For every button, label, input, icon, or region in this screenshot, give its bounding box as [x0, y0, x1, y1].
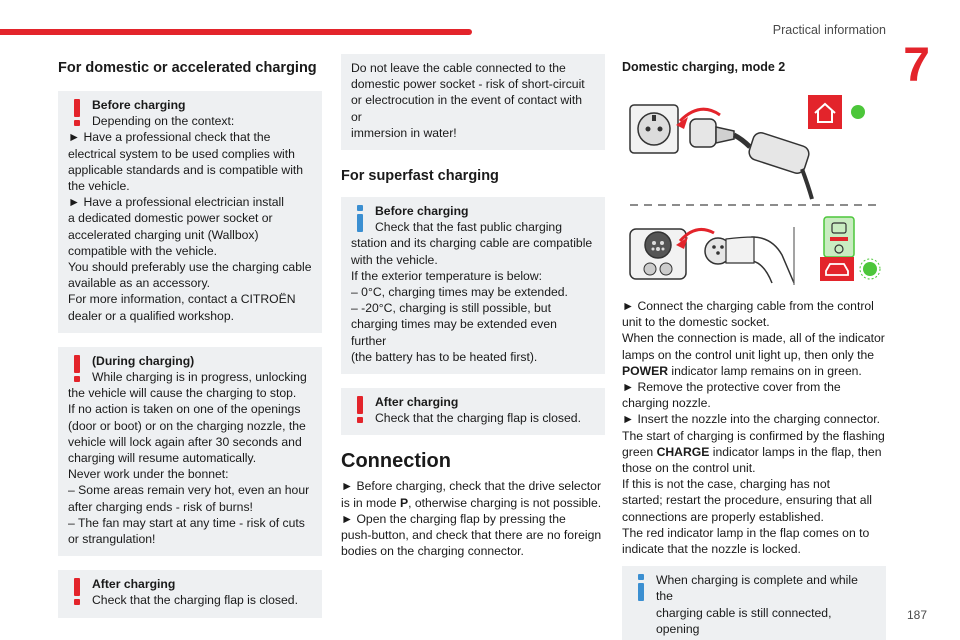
instruction-line: POWER indicator lamp remains on in green.: [622, 363, 862, 378]
column-left: [58, 54, 322, 618]
warning-line: ► Have a professional check that the: [68, 130, 271, 145]
warning-line: applicable standards and is compatible with: [68, 162, 304, 177]
warning-line: Check that the charging flap is closed.: [375, 411, 581, 426]
warning-line: charging will resume automatically.: [68, 451, 257, 466]
warning-line: immersion in water!: [351, 125, 457, 140]
info-line: (the battery has to be heated first).: [351, 349, 538, 364]
info-icon: [351, 205, 369, 233]
instruction-line: connections are properly established.: [622, 509, 824, 524]
warning-line: (door or boot) or on the charging nozzle, the: [68, 418, 306, 433]
info-icon: [632, 574, 650, 602]
warning-after-superfast: [341, 388, 605, 435]
warning-line: available as an accessory.: [68, 276, 211, 291]
info-line: with the vehicle.: [351, 252, 438, 267]
instruction-line: lamps on the control unit light up, then only the: [622, 347, 875, 362]
wall-socket-illustration: [630, 105, 678, 153]
connection-heading: Connection: [341, 450, 451, 473]
connection-line: ► Open the charging flap by pressing the: [341, 511, 566, 526]
connection-line: is in mode P, otherwise charging is not possible.: [341, 495, 602, 510]
warning-line: compatible with the vehicle.: [68, 243, 218, 258]
info-line: – 0°C, charging times may be extended.: [351, 285, 568, 300]
warning-line: or electrocution in the event of contact with or: [351, 93, 583, 124]
warning-line: the vehicle will cause the charging to stop.: [68, 386, 297, 401]
warning-line: or strangulation!: [68, 532, 156, 547]
exclamation-icon: [68, 99, 86, 127]
instruction-line: indicate that the nozzle is locked.: [622, 542, 801, 557]
info-line: charging cable is still connected, opening: [656, 605, 832, 636]
warning-title: (During charging): [92, 353, 195, 368]
warning-line: Check that the charging flap is closed.: [92, 593, 298, 608]
instruction-line: ► Remove the protective cover from the: [622, 380, 841, 395]
connection-line: ► Before charging, check that the drive selector: [341, 479, 602, 494]
domestic-mode2-heading: Domestic charging, mode 2: [622, 60, 786, 74]
top-accent-bar: [0, 29, 472, 35]
instruction-line: started; restart the procedure, ensuring that all: [622, 493, 872, 508]
instruction-line: If this is not the case, charging has not: [622, 477, 830, 492]
warning-before-charging: [58, 91, 322, 333]
charging-nozzle-illustration: [705, 237, 794, 283]
home-power-lamp: [808, 95, 842, 129]
info-charging-complete: [622, 566, 886, 640]
warning-title: Before charging: [92, 98, 186, 112]
warning-line: Do not leave the cable connected to the: [351, 61, 566, 75]
domestic-charging-heading: For domestic or accelerated charging: [58, 60, 317, 76]
green-lamp: [863, 262, 877, 276]
info-before-charging: [341, 197, 605, 374]
charging-connection-diagram: [622, 87, 886, 285]
exclamation-icon: [351, 396, 369, 424]
instruction-line: ► Connect the charging cable from the control: [622, 299, 874, 313]
green-lamp: [851, 105, 865, 119]
exclamation-icon: [68, 578, 86, 606]
warning-line: ► Have a professional electrician install: [68, 195, 284, 210]
page-number: 187: [906, 608, 927, 622]
section-title: Practical information: [772, 23, 886, 37]
warning-line: electrical system to be used complies with: [68, 146, 295, 161]
cable-warning-box: [341, 54, 605, 150]
warning-line: If no action is taken on one of the openings: [68, 402, 301, 417]
warning-line: vehicle will lock again after 30 seconds and: [68, 434, 302, 449]
vehicle-charge-lamp: [820, 257, 854, 281]
warning-title: After charging: [375, 395, 459, 410]
warning-line: a dedicated domestic power socket or: [68, 211, 273, 226]
instruction-line: green CHARGE indicator lamps in the flap, then: [622, 444, 882, 459]
info-line: If the exterior temperature is below:: [351, 268, 543, 283]
instruction-line: charging nozzle.: [622, 396, 711, 411]
warning-line: You should preferably use the charging cable: [68, 260, 312, 275]
warning-line: dealer or a qualified workshop.: [68, 308, 234, 323]
superfast-charging-heading: For superfast charging: [341, 168, 499, 185]
instruction-line: The start of charging is confirmed by the flashing: [622, 428, 885, 443]
warning-line: Never work under the bonnet:: [68, 467, 229, 482]
column-middle: [341, 54, 605, 559]
chapter-number: 7: [903, 39, 930, 92]
info-line: Check that the fast public charging: [375, 220, 562, 235]
info-line: station and its charging cable are compatible: [351, 236, 593, 251]
column-right: [622, 54, 886, 640]
warning-line: While charging is in progress, unlocking: [92, 370, 307, 385]
instruction-line: The red indicator lamp in the flap comes on to: [622, 525, 870, 540]
domestic-plug-illustration: [690, 119, 750, 147]
warning-line: domestic power socket - risk of short-circuit: [351, 77, 585, 92]
instruction-line: those on the control unit.: [622, 461, 756, 476]
warning-line: accelerated charging unit (Wallbox): [68, 227, 259, 242]
warning-during-charging: [58, 347, 322, 556]
info-title: Before charging: [375, 204, 469, 219]
warning-line: Depending on the context:: [92, 114, 235, 129]
warning-line: – The fan may start at any time - risk of cuts: [68, 515, 305, 530]
instruction-line: unit to the domestic socket.: [622, 315, 770, 330]
control-unit-illustration: [747, 131, 812, 199]
mode2-instructions: [622, 298, 886, 557]
instruction-line: ► Insert the nozzle into the charging connector.: [622, 412, 880, 427]
connection-line: bodies on the charging connector.: [341, 544, 524, 559]
warning-line: the vehicle.: [68, 179, 130, 194]
connection-text: [341, 478, 605, 559]
warning-after-charging: [58, 570, 322, 617]
vehicle-socket-illustration: [630, 229, 686, 279]
warning-title: After charging: [92, 577, 176, 592]
warning-line: For more information, contact a CITROËN: [68, 292, 296, 307]
info-line: charging times may be extended even further: [351, 317, 557, 348]
connection-line: push-button, and check that there are no foreign: [341, 528, 602, 543]
info-line: When charging is complete and while the: [656, 573, 858, 604]
info-line: – -20°C, charging is still possible, but: [351, 301, 551, 316]
exclamation-icon: [68, 355, 86, 383]
instruction-line: When the connection is made, all of the indicator: [622, 331, 885, 346]
warning-line: – Some areas remain very hot, even an hour: [68, 483, 310, 498]
warning-line: after charging ends - risk of burns!: [68, 499, 253, 514]
